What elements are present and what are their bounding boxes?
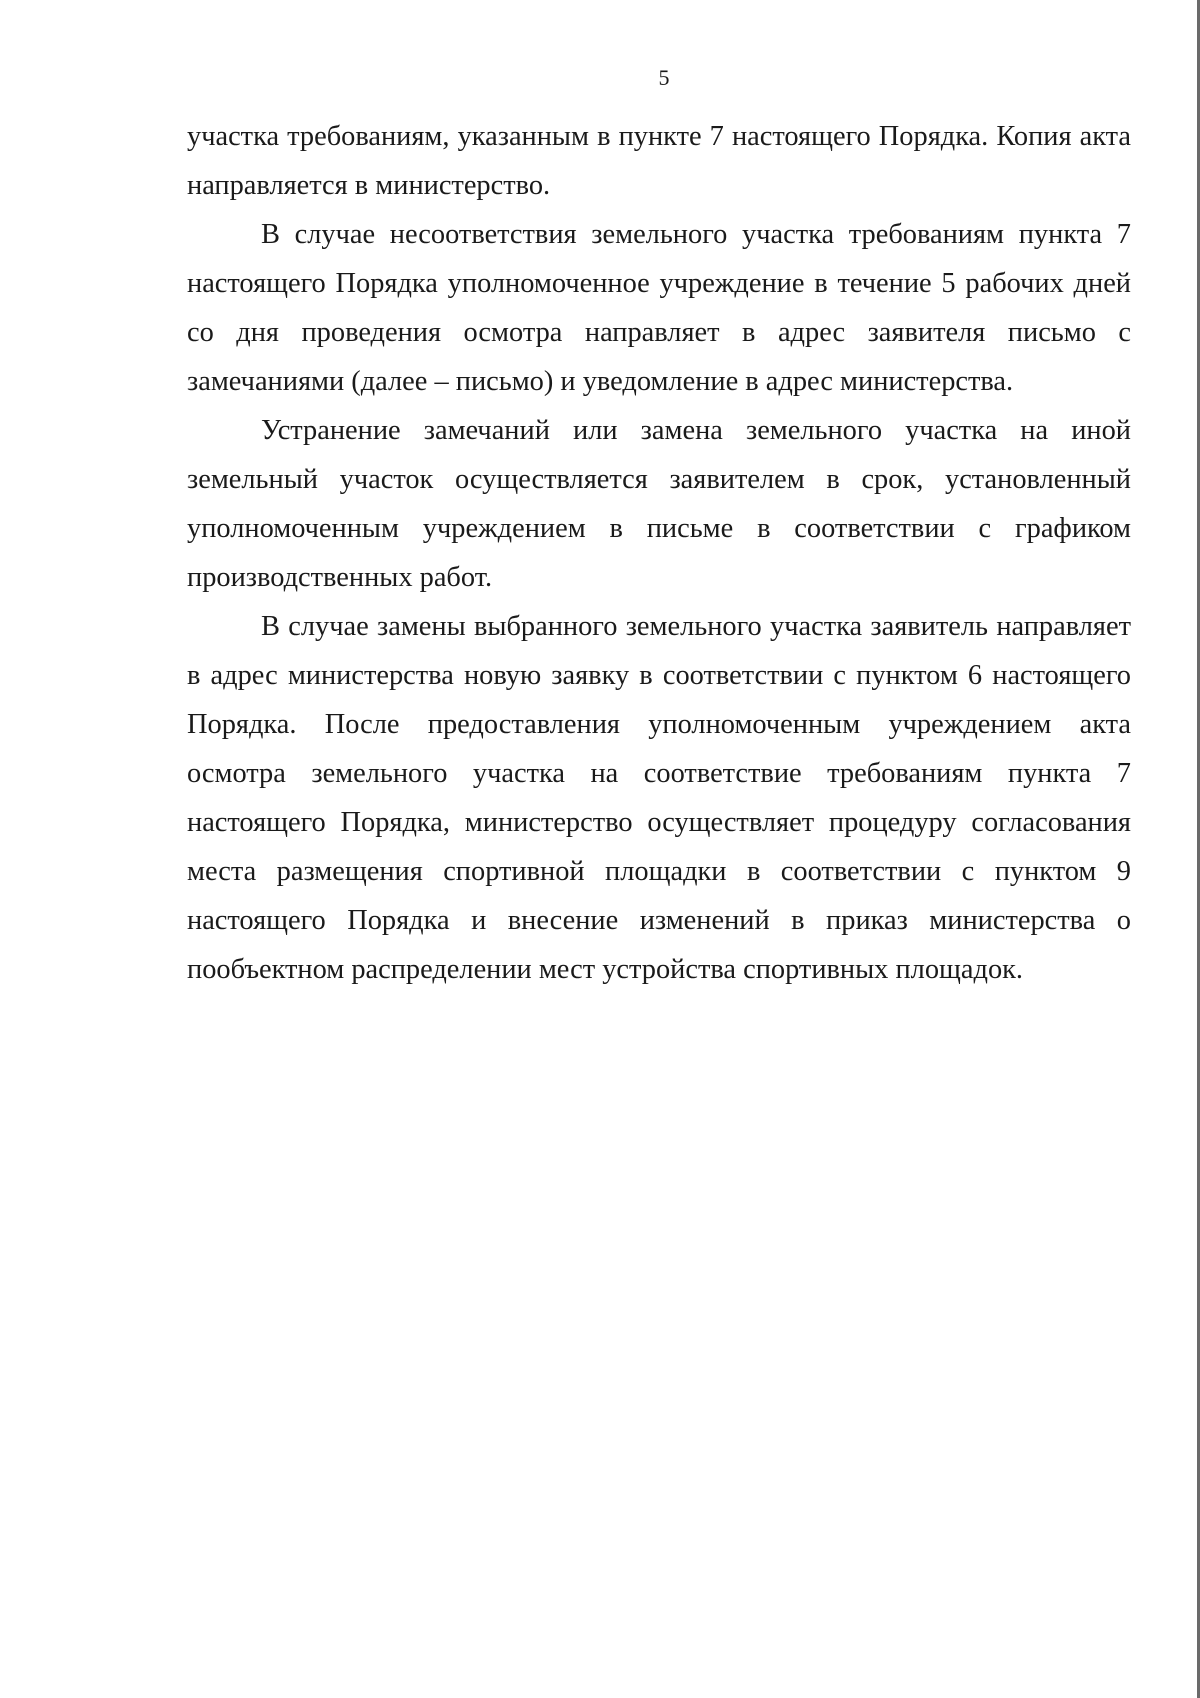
paragraph-remediation: Устранение замечаний или замена земельного участка на иной земельный участок осуществляется заявителем в срок, установленный уполномоченным учреждением в письме в соответствии с графиком производственных работ.	[187, 415, 1131, 593]
paragraph-nonconformity: В случае несоответствия земельного участка требованиям пункта 7 настоящего Порядка уполномоченное учреждение в течение 5 рабочих дней со дня проведения осмотра направляет в адрес заявителя письмо с замечаниями (далее – письмо) и уведомление в адрес министерства.	[187, 219, 1131, 397]
paragraph-replacement: В случае замены выбранного земельного участка заявитель направляет в адрес министерства новую заявку в соответствии с пунктом 6 настоящего Порядка. После предоставления уполномоченным учреждением акта осмотра земельного участка на соответствие требованиям пункта 7 настоящего Порядка, министерство осуществляет процедуру согласования места размещения спортивной площадки в соответствии с пунктом 9 настоящего Порядка и внесение изменений в приказ министерства о пообъектном распределении мест устройства спортивных площадок.	[187, 611, 1131, 985]
page-number: 5	[658, 65, 670, 90]
document-body	[187, 112, 1131, 994]
paragraph-continuation: участка требованиям, указанным в пункте 7 настоящего Порядка. Копия акта направляется в министерство.	[187, 121, 1131, 201]
